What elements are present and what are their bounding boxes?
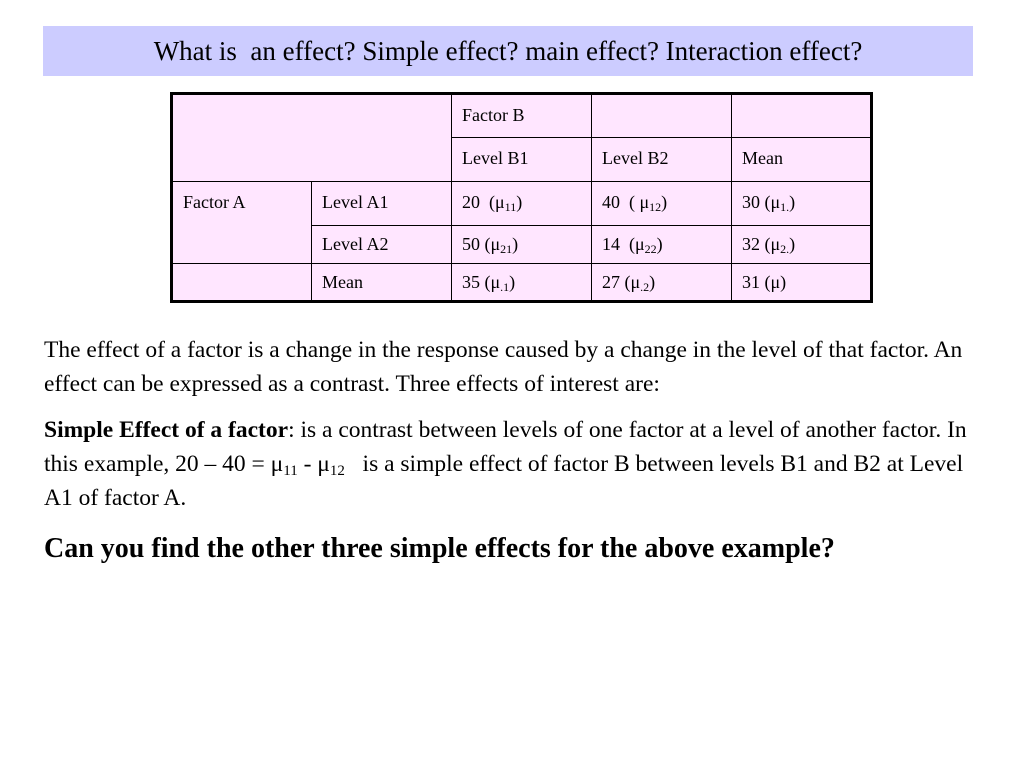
simple-effect-term: Simple Effect of a factor [44, 417, 289, 443]
effect-definition-paragraph: The effect of a factor is a change in the response caused by a change in the level of that factor. An effect can be expressed as a contrast. Three effects of interest are: [44, 337, 963, 397]
table-row [172, 182, 872, 226]
table-cell-value: 32 $(\mu_{2.})$ [732, 226, 872, 264]
simple-effect-paragraph [44, 413, 974, 515]
question-text: Can you find the other three simple effects for the above example? [44, 533, 835, 564]
table-cell-empty [732, 94, 872, 138]
means-table [170, 92, 873, 303]
table-cell-value: 40 ( $\mu_{12}$) [592, 182, 732, 226]
table-cell-level-a2: Level A2 [312, 226, 452, 264]
table-cell-value: 31 (μ) [732, 264, 872, 302]
table-cell-empty [592, 94, 732, 138]
table-cell-value: 30 $(\mu_{1.})$ [732, 182, 872, 226]
table-cell-factor-b: Factor B [452, 94, 592, 138]
table-cell-level-a1: Level A1 [312, 182, 452, 226]
table-row [172, 94, 872, 138]
table-cell-empty [172, 264, 312, 302]
table-cell-value: 50 $(\mu_{21})$ [452, 226, 592, 264]
table-cell-empty [172, 94, 452, 182]
simple-effect-text: - μ [297, 451, 330, 477]
table-cell-value: 20 $(\mu_{11})$ [452, 182, 592, 226]
simple-effect-text: : is a contrast between levels of one factor at a level of another factor. In this example, 20 – 40 = μ [44, 417, 967, 477]
table-cell-value: 35 $(\mu_{.1})$ [452, 264, 592, 302]
table-cell-level-b2: Level B2 [592, 138, 732, 182]
table-cell-mean-header: Mean [732, 138, 872, 182]
table-cell-factor-a: Factor A [172, 182, 312, 264]
table-cell-value: 27 $(\mu_{.2})$ [592, 264, 732, 302]
slide-body [44, 333, 974, 582]
table-cell-mean-row: Mean [312, 264, 452, 302]
subscript: 12 [329, 463, 345, 479]
slide-title: What is an effect? Simple effect? main effect? Interaction effect? [43, 26, 973, 76]
table-row [172, 264, 872, 302]
subscript: 11 [283, 463, 298, 479]
table-cell-value: 14 $(\mu_{22})$ [592, 226, 732, 264]
table-cell-level-b1: Level B1 [452, 138, 592, 182]
simple-effect-text: is a simple effect of factor B between levels B1 and B2 at Level A1 of factor A. [44, 451, 968, 511]
